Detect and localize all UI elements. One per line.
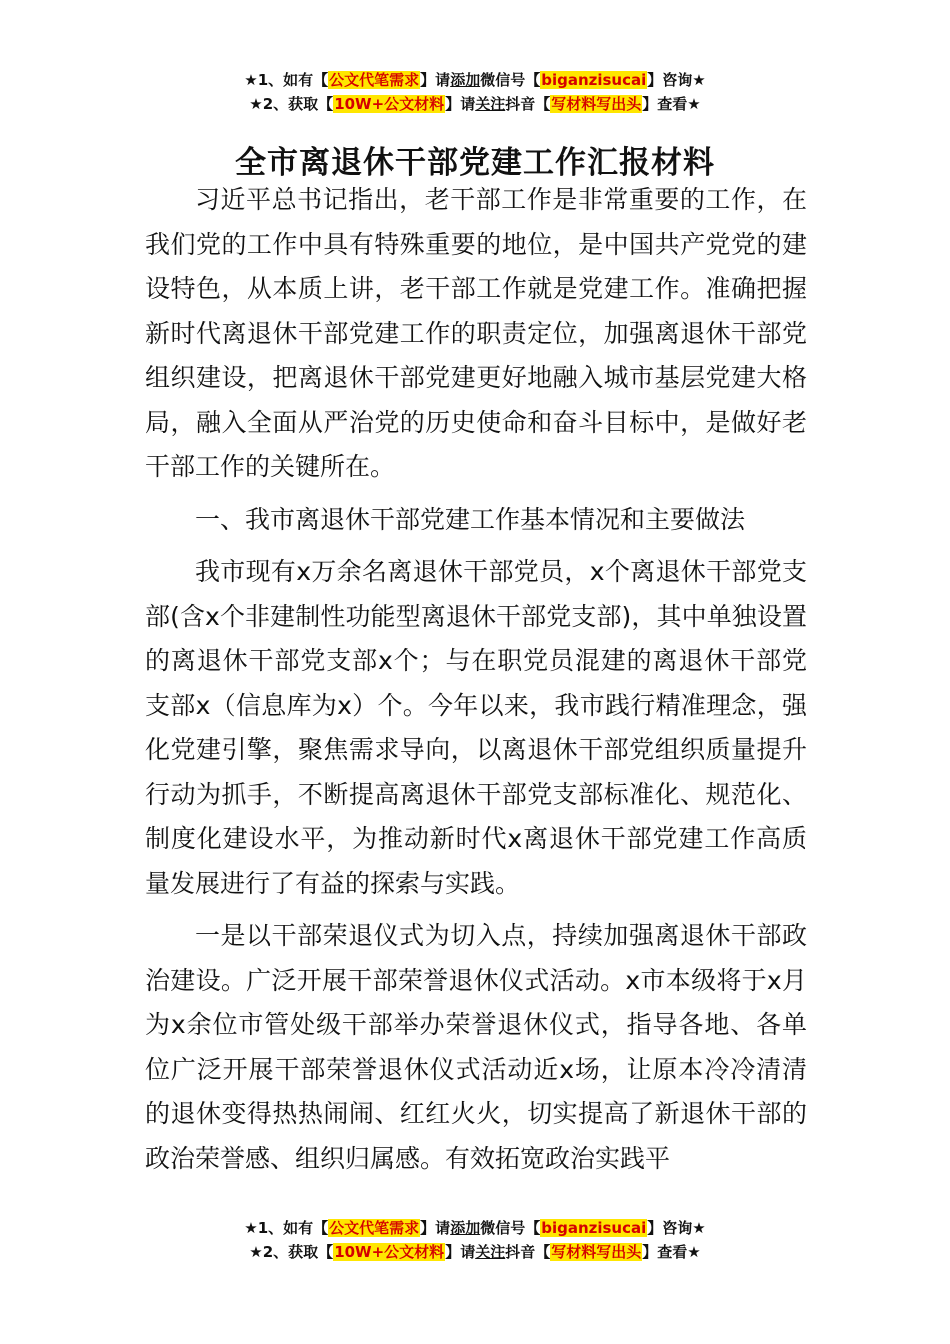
promo-text: 】请	[420, 71, 451, 89]
promo-text: ★2、获取【	[249, 1243, 334, 1261]
promo-text: 关注	[475, 1243, 506, 1261]
wechat-id-highlight: biganzisucai	[541, 71, 647, 89]
promo-text: 】请	[420, 1219, 451, 1237]
promo-line-1	[0, 68, 950, 92]
promo-line-2	[0, 92, 950, 116]
promo-highlight: 10W+公文材料	[334, 95, 445, 113]
promo-text: 】咨询★	[647, 1219, 706, 1237]
paragraph-situation: 我市现有x万余名离退休干部党员，x个离退休干部党支部(含x个非建制性功能型离退休干部党支部)，其中单独设置的离退休干部党支部x个；与在职党员混建的离退休干部党支部x（信息库为x）个。今年以来，我市践行精准理念，强化党建引擎，聚焦需求导向，以离退休干部党组织质量提升行动为抓手，不断提高离退休干部党支部标准化、规范化、制度化建设水平，为推动新时代x离退休干部党建工作高质量发展进行了有益的探索与实践。	[145, 557, 807, 898]
promo-highlight: 10W+公文材料	[334, 1243, 445, 1261]
promo-text: 】查看★	[642, 1243, 701, 1261]
promo-text: 添加	[450, 71, 481, 89]
promo-text: 微信号【	[480, 71, 541, 89]
promo-text: ★1、如有【	[244, 71, 329, 89]
promo-line-1	[0, 1216, 950, 1240]
wechat-id-highlight: biganzisucai	[541, 1219, 647, 1237]
promo-text: 微信号【	[480, 1219, 541, 1237]
paragraph-point-one: 一是以干部荣退仪式为切入点，持续加强离退休干部政治建设。广泛开展干部荣誉退休仪式活动。x市本级将于x月为x余位市管处级干部举办荣誉退休仪式，指导各地、各单位广泛开展干部荣誉退休仪式活动近x场，让原本冷冷清清的退休变得热热闹闹、红红火火，切实提高了新退休干部的政治荣誉感、组织归属感。有效拓宽政治实践平	[145, 921, 807, 1173]
promo-line-2	[0, 1240, 950, 1264]
promo-text: 抖音【	[505, 1243, 551, 1261]
promo-text: ★1、如有【	[244, 1219, 329, 1237]
promo-highlight: 公文代笔需求	[329, 1219, 420, 1237]
douyin-highlight: 写材料写出头	[551, 1243, 642, 1261]
promo-text: 关注	[475, 95, 506, 113]
promo-text: ★2、获取【	[249, 95, 334, 113]
promo-highlight: 公文代笔需求	[329, 71, 420, 89]
promo-text: 】查看★	[642, 95, 701, 113]
promo-text: 添加	[450, 1219, 481, 1237]
promo-text: 】咨询★	[647, 71, 706, 89]
promo-text: 】请	[445, 95, 476, 113]
section-heading: 一、我市离退休干部党建工作基本情况和主要做法	[195, 504, 746, 534]
document-title: 全市离退休干部党建工作汇报材料	[235, 144, 715, 181]
promo-text: 抖音【	[505, 95, 551, 113]
promo-text: 】请	[445, 1243, 476, 1261]
document-body	[145, 178, 807, 1181]
douyin-highlight: 写材料写出头	[551, 95, 642, 113]
paragraph-intro: 习近平总书记指出，老干部工作是非常重要的工作，在我们党的工作中具有特殊重要的地位，是中国共产党党的建设特色，从本质上讲，老干部工作就是党建工作。准确把握新时代离退休干部党建工作的职责定位，加强离退休干部党组织建设，把离退休干部党建更好地融入城市基层党建大格局，融入全面从严治党的历史使命和奋斗目标中，是做好老干部工作的关键所在。	[145, 185, 807, 481]
